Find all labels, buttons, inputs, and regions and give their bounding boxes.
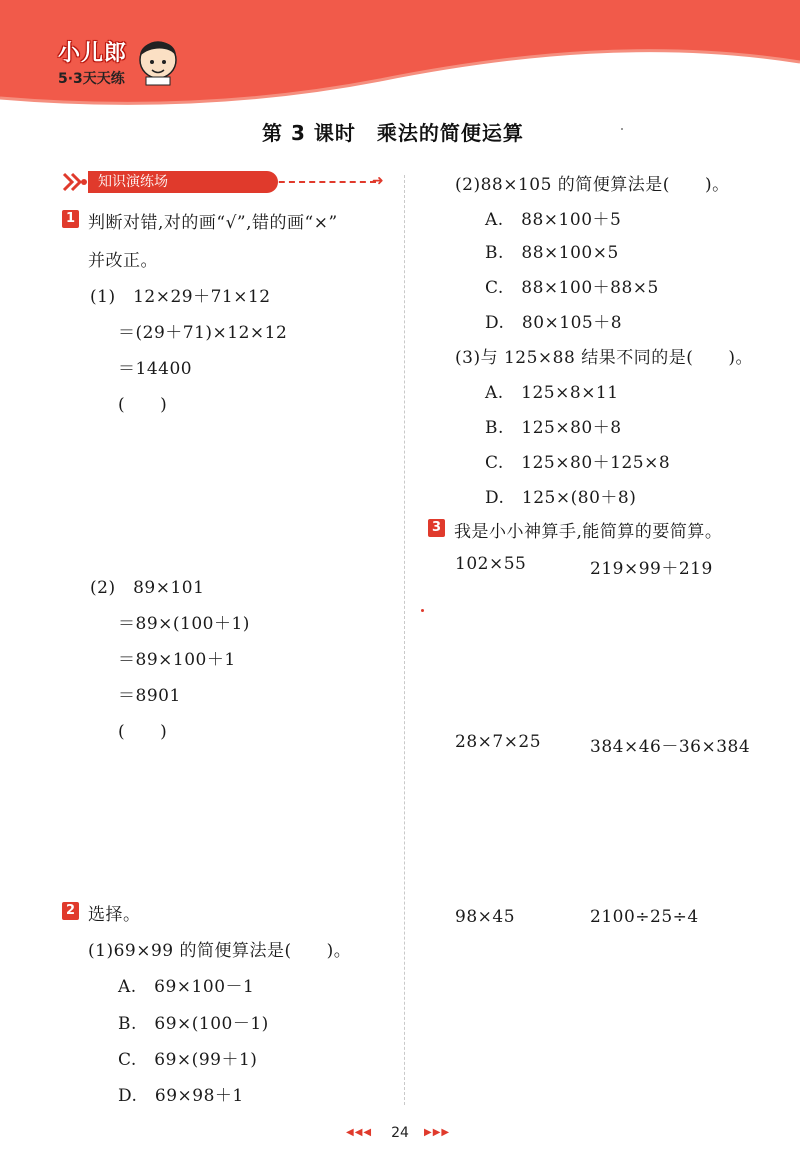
q1a-line2: ＝(29＋71)×12×12: [118, 323, 288, 343]
next-page-arrows-icon[interactable]: ▶▶▶: [424, 1127, 451, 1138]
q3-item-5: 98×45: [455, 907, 516, 927]
q3-item-6: 2100÷25÷4: [590, 907, 699, 927]
q2-3-option-b[interactable]: B. 125×80＋8: [485, 418, 622, 438]
q1b-line3: ＝89×100＋1: [118, 650, 236, 670]
q2-1-option-c[interactable]: C. 69×(99＋1): [118, 1050, 258, 1070]
q1a-line3: ＝14400: [118, 359, 193, 379]
scan-dot-red: [421, 609, 424, 612]
section-dash-line: [218, 181, 376, 183]
q1b-line1: (2) 89×101: [90, 578, 205, 598]
q2-1-option-b[interactable]: B. 69×(100－1): [118, 1014, 269, 1034]
q2-2-stem: (2)88×105 的简便算法是( )。: [455, 175, 730, 195]
q2-3-option-c[interactable]: C. 125×80＋125×8: [485, 453, 671, 473]
question-number-3: 3: [428, 519, 445, 537]
q2-2-option-d[interactable]: D. 80×105＋8: [485, 313, 623, 333]
q2-1-option-d[interactable]: D. 69×98＋1: [118, 1086, 244, 1106]
q3-item-1: 102×55: [455, 554, 527, 574]
prev-page-arrows-icon[interactable]: ◀◀◀: [346, 1127, 373, 1138]
q2-2-option-b[interactable]: B. 88×100×5: [485, 243, 619, 263]
column-divider: [404, 175, 405, 1105]
q2-3-stem: (3)与 125×88 结果不同的是( )。: [455, 348, 753, 368]
q2-3-option-d[interactable]: D. 125×(80＋8): [485, 488, 637, 508]
q1-prompt-line1: 判断对错,对的画“√”,错的画“×”: [88, 213, 338, 233]
q3-item-3: 28×7×25: [455, 732, 542, 752]
q1b-line4: ＝8901: [118, 686, 181, 706]
brand-logo: 小儿郎: [58, 41, 128, 66]
q3-item-2: 219×99＋219: [590, 559, 713, 579]
q3-item-4: 384×46－36×384: [590, 737, 751, 757]
series-label: 5·3天天练: [58, 71, 125, 87]
q3-prompt: 我是小小神算手,能简算的要简算。: [454, 522, 723, 542]
arrow-right-icon: ➜: [372, 173, 384, 189]
q1a-answer-paren[interactable]: ( ): [118, 395, 168, 415]
q2-prompt: 选择。: [88, 905, 141, 925]
q1-prompt-line2: 并改正。: [88, 251, 158, 271]
q2-1-stem: (1)69×99 的简便算法是( )。: [88, 941, 352, 961]
q2-2-option-a[interactable]: A. 88×100＋5: [485, 210, 622, 230]
q1b-answer-paren[interactable]: ( ): [118, 722, 168, 742]
q2-3-option-a[interactable]: A. 125×8×11: [485, 383, 619, 403]
q2-1-option-a[interactable]: A. 69×100－1: [118, 977, 255, 997]
question-number-2: 2: [62, 902, 79, 920]
page-number: 24: [391, 1125, 409, 1141]
q1a-line1: (1) 12×29＋71×12: [90, 287, 271, 307]
question-number-1: 1: [62, 210, 79, 228]
q2-2-option-c[interactable]: C. 88×100＋88×5: [485, 278, 659, 298]
section-label: 知识演练场: [88, 171, 278, 193]
scan-dot: [621, 128, 623, 130]
lesson-title: 第 3 课时 乘法的简便运算: [262, 121, 524, 145]
q1b-line2: ＝89×(100＋1): [118, 614, 250, 634]
